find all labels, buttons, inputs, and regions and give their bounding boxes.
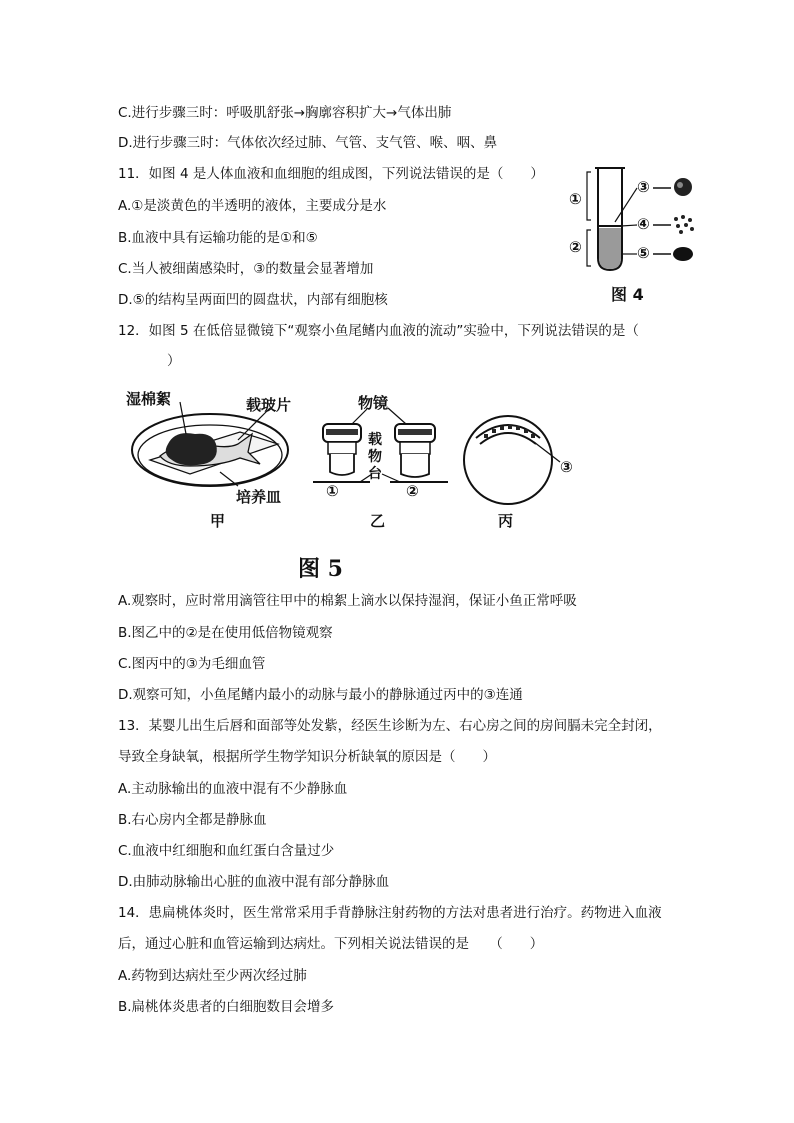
q14-option-b: B.扁桃体炎患者的白细胞数目会增多 bbox=[118, 999, 335, 1015]
q12-stem-cont: ） bbox=[140, 353, 181, 369]
fig5-yi-label: 乙 bbox=[370, 512, 386, 530]
platelets-icon bbox=[674, 215, 694, 234]
fig5-objective-label: 物镜 bbox=[358, 394, 389, 412]
q14-option-a: A.药物到达病灶至少两次经过肺 bbox=[118, 968, 307, 984]
q14-stem: 14．患扁桃体炎时，医生常常采用手背静脉注射药物的方法对患者进行治疗。药物进入血液 bbox=[118, 905, 662, 921]
q11-option-d: D.⑤的结构呈两面凹的圆盘状，内部有细胞核 bbox=[118, 292, 388, 308]
q12-option-c: C.图丙中的③为毛细血管 bbox=[118, 656, 266, 672]
fig5-slide-label: 载玻片 bbox=[246, 396, 292, 414]
q11-option-b: B.血液中具有运输功能的是①和⑤ bbox=[118, 230, 318, 246]
q13-option-d: D.由肺动脉输出心脏的血液中混有部分静脉血 bbox=[118, 874, 390, 890]
q13-option-c: C.血液中红细胞和血红蛋白含量过少 bbox=[118, 843, 335, 859]
figure-5 bbox=[120, 382, 600, 532]
microscope-field-diagram bbox=[464, 416, 560, 504]
q13-stem-cont: 导致全身缺氧，根据所学生物学知识分析缺氧的原因是（ ） bbox=[118, 749, 496, 765]
fig5-cotton-label: 湿棉絮 bbox=[126, 390, 172, 408]
red-blood-cell-icon bbox=[673, 247, 693, 261]
q14-stem-cont: 后，通过心脏和血管运输到达病灶。下列相关说法错误的是 （ ） bbox=[118, 936, 544, 952]
fig4-label-2: ② bbox=[569, 238, 582, 256]
q12-stem: 12．如图 5 在低倍显微镜下“观察小鱼尾鳍内血液的流动”实验中，下列说法错误的是（ bbox=[118, 323, 639, 339]
q13-option-a: A.主动脉输出的血液中混有不少静脉血 bbox=[118, 781, 348, 797]
q13-option-b: B.右心房内全都是静脉血 bbox=[118, 812, 267, 828]
q12-option-b: B.图乙中的②是在使用低倍物镜观察 bbox=[118, 625, 333, 641]
q13-stem: 13．某婴儿出生后唇和面部等处发紫，经医生诊断为左、右心房之间的房间膈未完全封闭， bbox=[118, 718, 662, 734]
q12-option-d: D.观察可知，小鱼尾鳍内最小的动脉与最小的静脉通过丙中的③连通 bbox=[118, 687, 523, 703]
fig5-caption: 图 5 bbox=[298, 556, 343, 582]
q11-stem: 11．如图 4 是人体血液和血细胞的组成图，下列说法错误的是（ ） bbox=[118, 166, 544, 182]
fig4-label-4: ④ bbox=[637, 215, 650, 233]
fig5-label-1: ① bbox=[326, 482, 339, 500]
fig5-jia-label: 甲 bbox=[210, 512, 226, 530]
fig4-caption: 图 4 bbox=[611, 285, 644, 304]
fig5-label-2: ② bbox=[406, 482, 419, 500]
figure-4 bbox=[565, 162, 705, 312]
fig5-bing-label: 丙 bbox=[498, 512, 514, 530]
fig4-label-5: ⑤ bbox=[637, 244, 650, 262]
q11-option-c: C.当人被细菌感染时，③的数量会显著增加 bbox=[118, 261, 374, 277]
q10-option-d: D.进行步骤三时：气体依次经过肺、气管、支气管、喉、咽、鼻 bbox=[118, 135, 498, 151]
fig5-label-3: ③ bbox=[560, 458, 573, 476]
q10-option-c: C.进行步骤三时：呼吸肌舒张→胸廓容积扩大→气体出肺 bbox=[118, 105, 452, 121]
q11-option-a: A.①是淡黄色的半透明的液体，主要成分是水 bbox=[118, 198, 387, 214]
fig4-label-3: ③ bbox=[637, 178, 650, 196]
fig5-stage-label: 载物台 bbox=[368, 432, 382, 482]
fig4-label-1: ① bbox=[569, 190, 582, 208]
fig5-dish-label: 培养皿 bbox=[236, 488, 282, 506]
white-blood-cell-icon bbox=[674, 178, 692, 196]
q12-option-a: A.观察时，应时常用滴管往甲中的棉絮上滴水以保持湿润，保证小鱼正常呼吸 bbox=[118, 593, 577, 609]
